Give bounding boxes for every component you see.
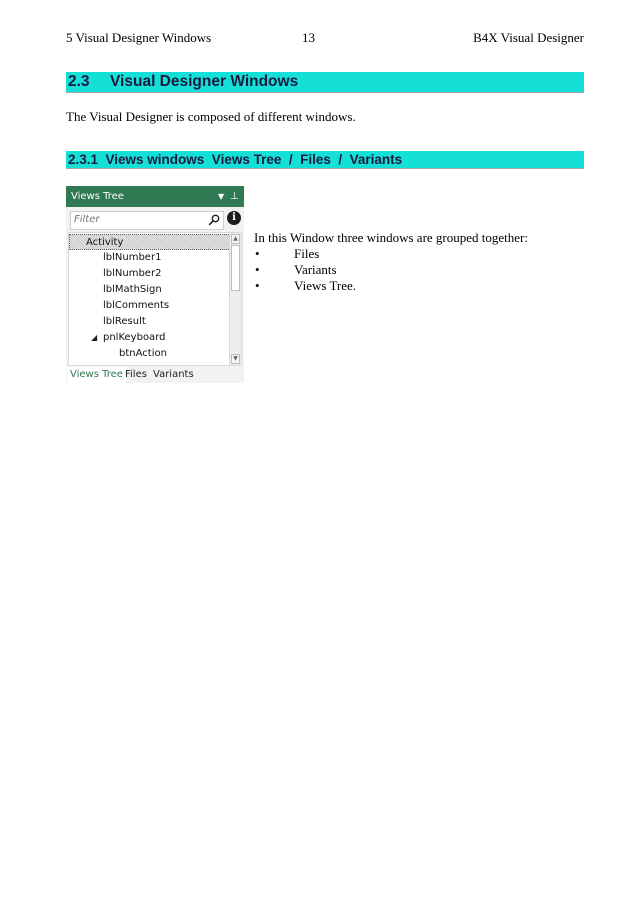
- tree-item-label: Activity: [86, 237, 124, 248]
- views-tree-window: [66, 186, 244, 383]
- dropdown-arrow-icon[interactable]: ▼: [218, 192, 225, 201]
- tab-files[interactable]: Files: [125, 369, 147, 380]
- window-tabs: [66, 367, 244, 383]
- tab-views-tree[interactable]: Views Tree: [67, 367, 126, 383]
- tree-item-label: lblMathSign: [103, 284, 162, 295]
- window-title-bar: [66, 186, 244, 207]
- tree-item-activity[interactable]: [69, 234, 231, 250]
- subsection-heading: [66, 151, 584, 169]
- bullet-text: Views Tree.: [294, 278, 357, 293]
- tab-variants[interactable]: Variants: [153, 369, 194, 380]
- body-paragraph: In this Window three windows are grouped together:: [254, 230, 528, 245]
- intro-paragraph: The Visual Designer is composed of different windows.: [66, 109, 356, 124]
- header-book-title: B4X Visual Designer: [473, 30, 584, 45]
- scroll-thumb[interactable]: [231, 245, 240, 291]
- expand-triangle-icon[interactable]: ◢: [91, 333, 98, 342]
- tree-item-label: lblNumber1: [103, 252, 162, 263]
- section-title: Visual Designer Windows: [110, 73, 299, 90]
- tree-item-label: lblResult: [103, 316, 146, 327]
- scroll-down-icon[interactable]: ▼: [231, 354, 240, 364]
- scroll-up-icon[interactable]: ▲: [231, 234, 240, 244]
- filter-input[interactable]: [71, 212, 199, 227]
- page-number: 13: [302, 30, 315, 45]
- tree-item-label: lblNumber2: [103, 268, 162, 279]
- bullet-icon: •: [255, 262, 260, 277]
- search-icon[interactable]: [208, 214, 220, 226]
- window-title: Views Tree: [71, 191, 124, 202]
- section-number: 2.3: [68, 73, 90, 90]
- tree-item-label: lblComments: [103, 300, 170, 311]
- pin-icon[interactable]: ⊥: [230, 191, 239, 202]
- tree-item-label: btnAction: [119, 348, 167, 359]
- filter-box: [70, 211, 224, 230]
- bullet-text: Files: [294, 246, 320, 261]
- header-chapter: 5 Visual Designer Windows: [66, 30, 212, 45]
- bullet-text: Variants: [294, 262, 337, 277]
- views-tree-list: [68, 232, 242, 366]
- subsection-title: 2.3.1 Views windows Views Tree / Files / Variants: [68, 152, 403, 167]
- tree-item-label: pnlKeyboard: [103, 332, 166, 343]
- page-header: [66, 30, 584, 48]
- bullet-icon: •: [255, 246, 260, 261]
- bullet-icon: •: [255, 278, 260, 293]
- section-heading: [66, 72, 584, 93]
- vertical-scrollbar[interactable]: [229, 233, 241, 365]
- info-icon[interactable]: i: [227, 211, 241, 225]
